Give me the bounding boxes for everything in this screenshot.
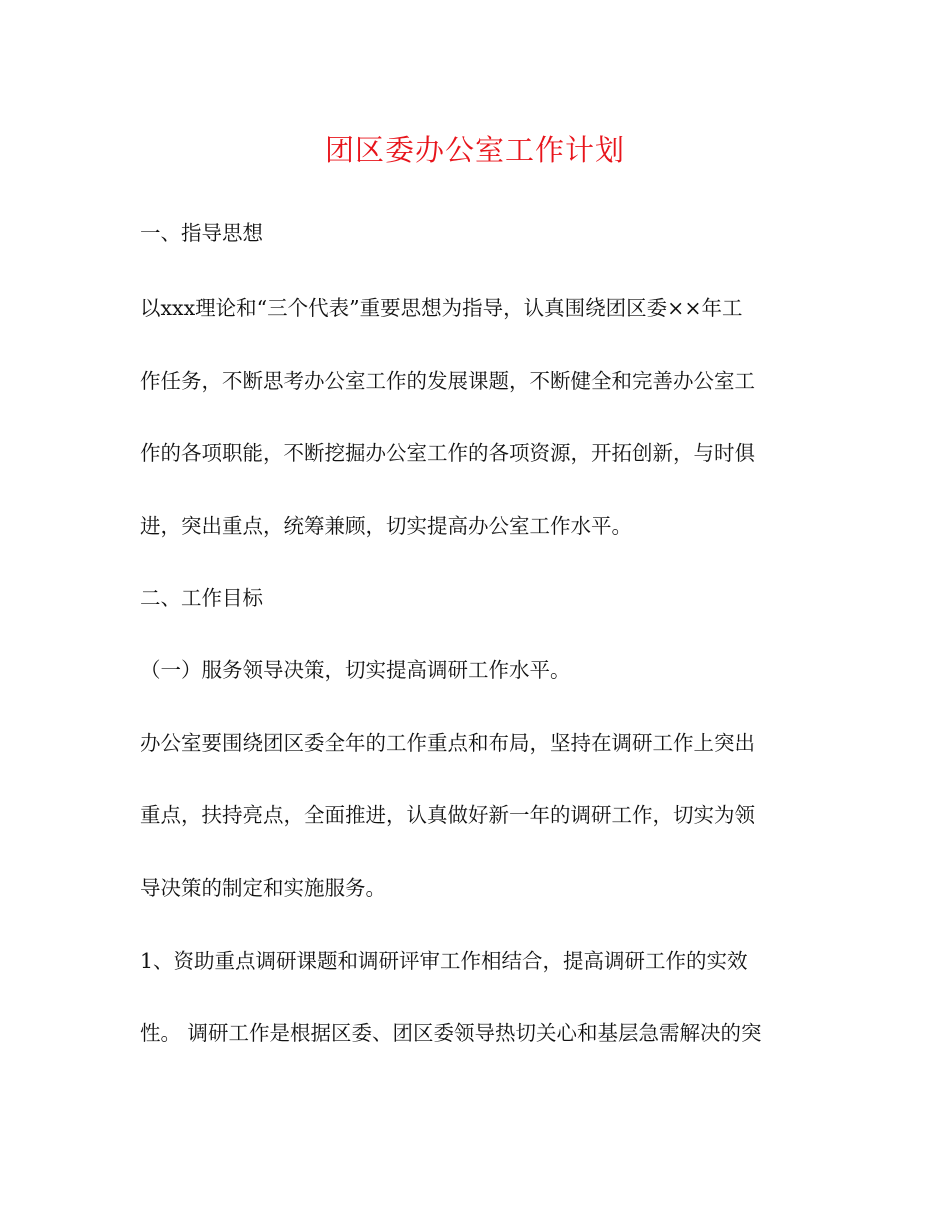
paragraph-line: 1、资助重点调研课题和调研评审工作相结合，提高调研工作的实效	[140, 949, 748, 973]
paragraph-line: 进，突出重点，统筹兼顾，切实提高办公室工作水平。	[140, 514, 632, 538]
paragraph-line: 以xxx理论和“三个代表”重要思想为指导，认真围绕团区委××年工	[140, 296, 743, 320]
paragraph-line: 性。 调研工作是根据区委、团区委领导热切关心和基层急需解决的突	[140, 1021, 762, 1045]
paragraph-line: 办公室要围绕团区委全年的工作重点和布局，坚持在调研工作上突出	[140, 731, 755, 755]
section-heading-guiding-ideology: 一、指导思想	[140, 221, 263, 245]
document-title: 团区委办公室工作计划	[324, 133, 625, 167]
paragraph-line: 重点，扶持亮点，全面推进，认真做好新一年的调研工作，切实为领	[140, 803, 755, 827]
paragraph-line: 导决策的制定和实施服务。	[140, 876, 386, 900]
paragraph-line: 作的各项职能，不断挖掘办公室工作的各项资源，开拓创新，与时俱	[140, 441, 755, 465]
subsection-heading: （一）服务领导决策，切实提高调研工作水平。	[140, 658, 571, 682]
section-heading-work-goals: 二、工作目标	[140, 586, 263, 610]
paragraph-line: 作任务，不断思考办公室工作的发展课题，不断健全和完善办公室工	[140, 369, 755, 393]
